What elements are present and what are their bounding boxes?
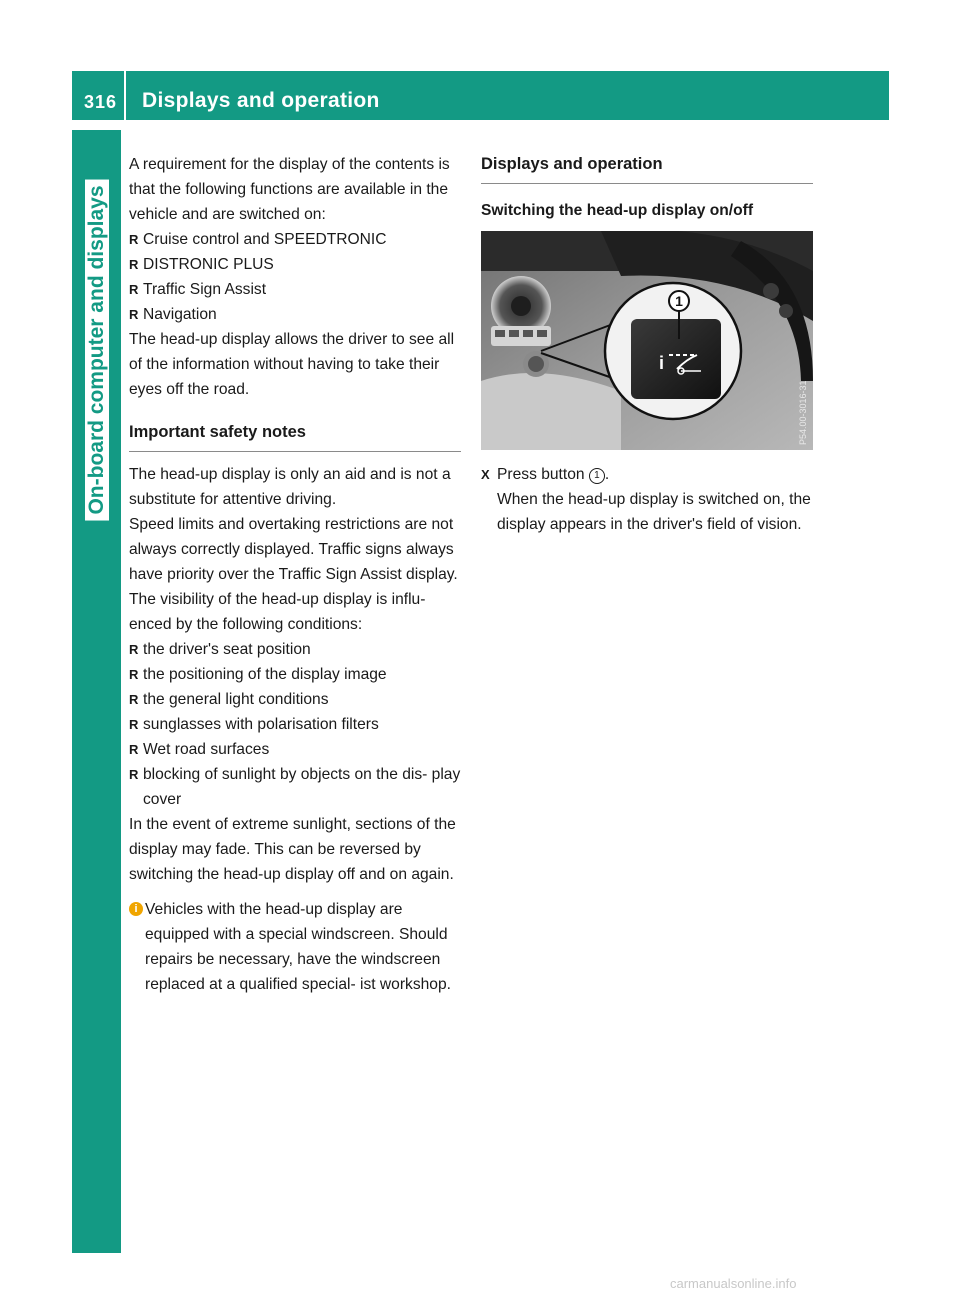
sub-heading: Switching the head-up display on/off [481,202,754,219]
safety-paragraph-1: The head-up display is only an aid and is not a substitute for attentive driving. [129,466,451,508]
bullet-icon: R [129,692,139,707]
step-result: When the head-up display is switched on, the display appears in the driver's field of vision. [497,491,811,533]
bullet-icon: R [129,257,139,272]
steering-wheel-illustration [481,231,813,450]
safety-heading: Important safety notes [129,420,461,452]
bullet-icon: R [129,307,139,322]
bullet-icon: R [129,232,139,247]
side-title [73,170,121,530]
bullet-icon: R [129,767,139,782]
section-heading: Displays and operation [481,152,813,184]
info-icon: i [129,902,143,916]
safety-paragraph-2: Speed limits and overtaking restrictions are not always correctly displayed. Traffic signs always have priority over the Traffic Sign Assist display. [129,516,458,583]
svg-text:i: i [659,353,665,373]
step-instruction [481,462,813,537]
bullet-icon: R [129,282,139,297]
page-number: 316 [84,92,118,112]
step-text: Press button [497,466,585,483]
header-title: Displays and operation [142,89,380,112]
list-item: R DISTRONIC PLUS [129,252,461,277]
list-item: R blocking of sunlight by objects on the dis- play cover [129,762,461,812]
list-item: R Navigation [129,302,461,327]
bullet-icon: R [129,742,139,757]
bullet-icon: R [129,667,139,682]
sunlight-paragraph: In the event of extreme sunlight, sections of the display may fade. This can be reversed by switching the head-up display off and on again. [129,816,456,883]
visibility-intro: The visibility of the head-up display is influ- enced by the following conditions: [129,591,426,633]
left-column [129,152,461,997]
list-item: R the general light conditions [129,687,461,712]
list-item: R sunglasses with polarisation filters [129,712,461,737]
figure-code: P54.00-3016-31 [798,380,808,445]
watermark: carmanualsonline.info [670,1276,797,1291]
bullet-icon: R [129,717,139,732]
header-divider [124,71,126,120]
circled-number-icon: 1 [589,468,605,484]
info-note [129,897,461,997]
steering-wheel-figure [481,231,813,450]
list-item: R Traffic Sign Assist [129,277,461,302]
header-bar [72,71,889,120]
list-item: R Wet road surfaces [129,737,461,762]
list-item: R Cruise control and SPEEDTRONIC [129,227,461,252]
info-note-text: Vehicles with the head-up display are equipped with a special windscreen. Should repairs be necessary, have the windscreen replaced at a qualified special- ist workshop. [145,901,451,993]
step-suffix: . [604,466,610,483]
allows-paragraph: The head-up display allows the driver to see all of the information without having to take their eyes off the road. [129,331,455,398]
callout-number: 1 [675,293,683,309]
right-column [481,152,813,537]
bullet-icon: R [129,642,139,657]
step-arrow-icon: X [481,467,490,482]
intro-paragraph: A requirement for the display of the contents is that the following functions are available in the vehicle and are switched on: [129,156,450,223]
list-item: R the positioning of the display image [129,662,461,687]
side-title-text: On-board computer and displays [85,179,109,520]
list-item: R the driver's seat position [129,637,461,662]
